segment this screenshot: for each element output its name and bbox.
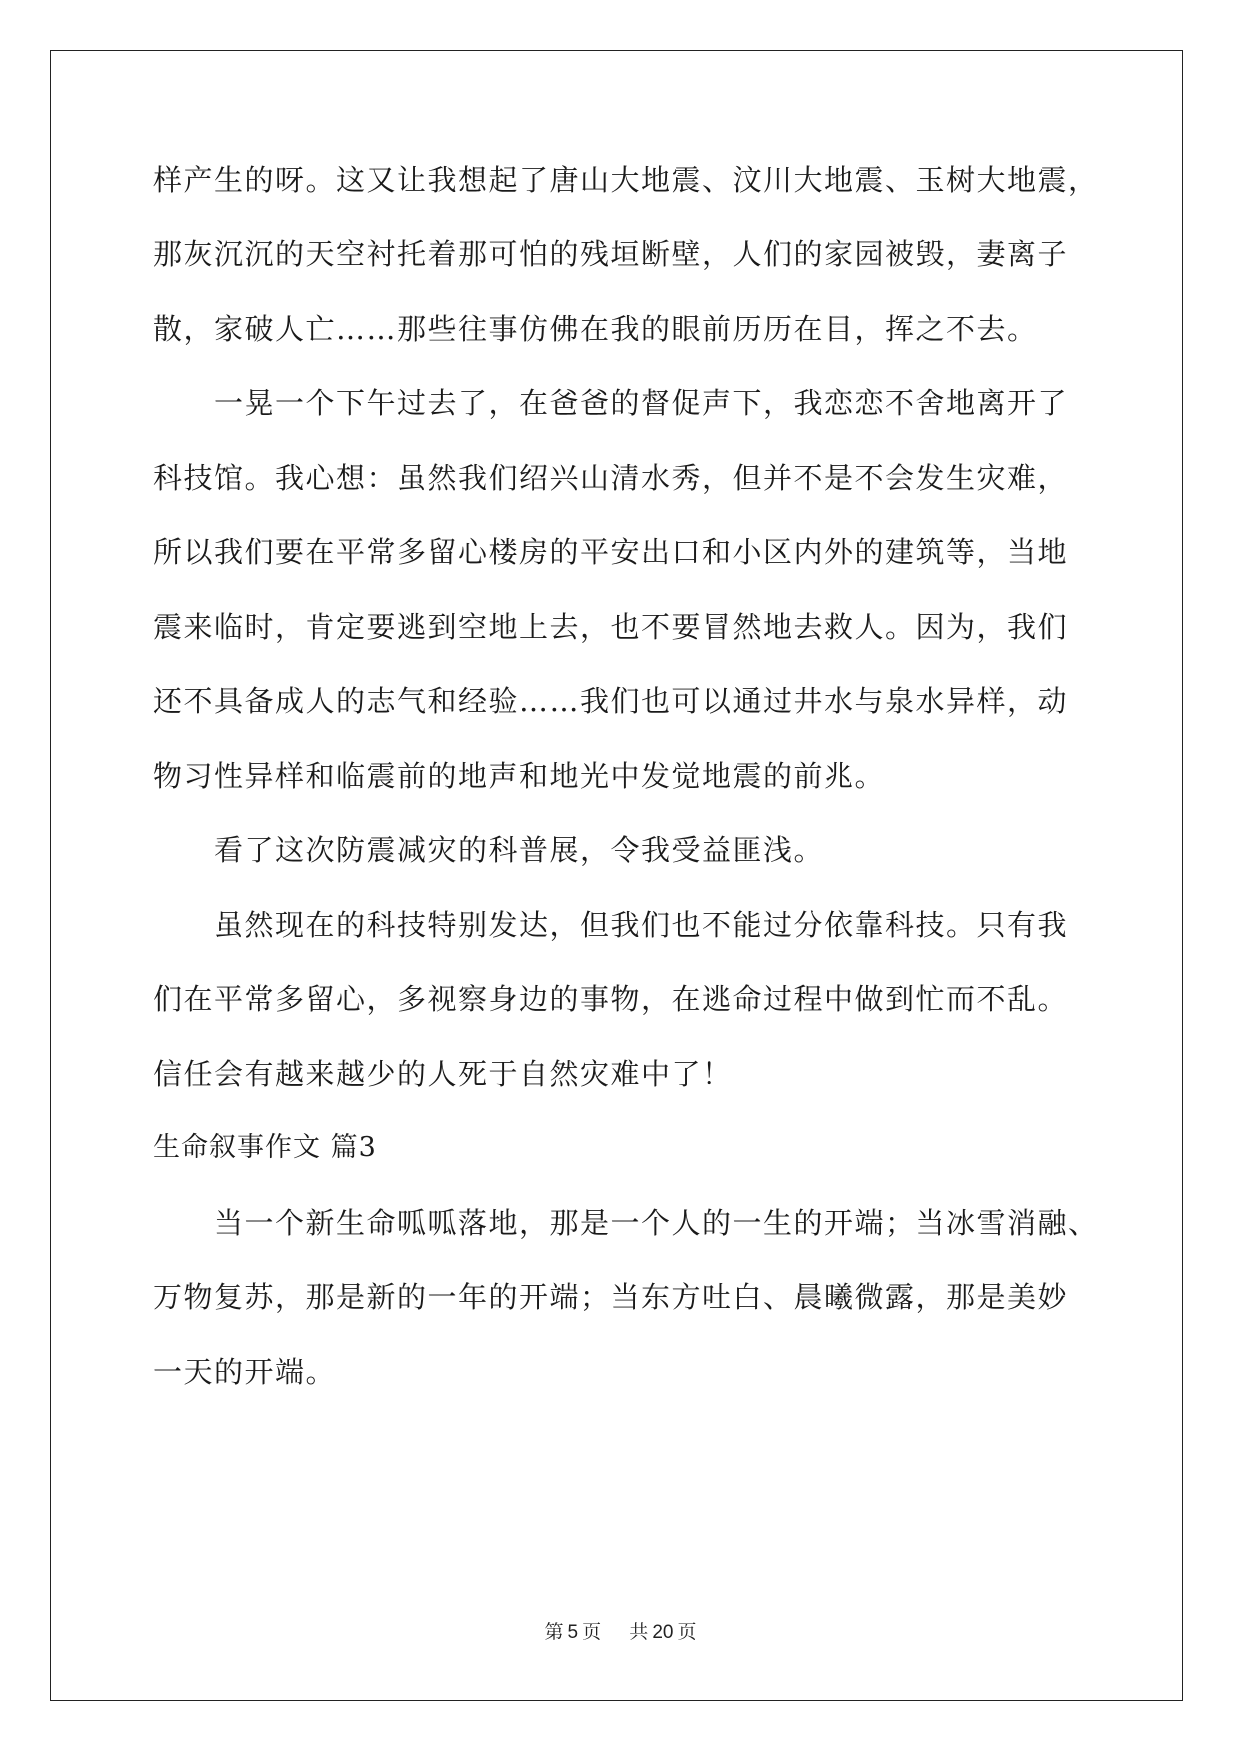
- text-line: 物习性异样和临震前的地声和地光中发觉地震的前兆。: [153, 759, 886, 793]
- text-line: 那灰沉沉的天空衬托着那可怕的残垣断壁，人们的家园被毁，妻离子: [153, 237, 1069, 271]
- text-line: 科技馆。我心想：虽然我们绍兴山清水秀，但并不是不会发生灾难，: [153, 461, 1069, 495]
- text-line: 们在平常多留心，多视察身边的事物，在逃命过程中做到忙而不乱。: [153, 982, 1069, 1016]
- total-pages: 20: [652, 1622, 674, 1643]
- page-suffix: 页: [582, 1621, 602, 1643]
- page-footer: [0, 1620, 1241, 1645]
- text-line: 散，家破人亡……那些往事仿佛在我的眼前历历在目，挥之不去。: [153, 312, 1038, 346]
- text-line: 所以我们要在平常多留心楼房的平安出口和小区内外的建筑等，当地: [153, 535, 1069, 569]
- total-suffix: 页: [677, 1621, 697, 1643]
- text-line: 一天的开端。: [153, 1355, 337, 1389]
- text-line: 还不具备成人的志气和经验……我们也可以通过井水与泉水异样，动: [153, 684, 1069, 718]
- text-line: 样产生的呀。这又让我想起了唐山大地震、汶川大地震、玉树大地震，: [153, 163, 1099, 197]
- section-heading: 生命叙事作文 篇3: [153, 1132, 377, 1163]
- text-line: 震来临时，肯定要逃到空地上去，也不要冒然地去救人。因为，我们: [153, 610, 1069, 644]
- page-number: 5: [567, 1622, 579, 1643]
- paragraph-first-line: 当一个新生命呱呱落地，那是一个人的一生的开端；当冰雪消融、: [214, 1206, 1099, 1240]
- total-prefix: 共: [629, 1621, 649, 1643]
- paragraph-first-line: 看了这次防震减灾的科普展，令我受益匪浅。: [214, 833, 825, 867]
- paragraph-first-line: 虽然现在的科技特别发达，但我们也不能过分依靠科技。只有我: [214, 908, 1069, 942]
- text-line: 信任会有越来越少的人死于自然灾难中了！: [153, 1057, 733, 1091]
- page-prefix: 第: [544, 1621, 564, 1643]
- text-line: 万物复苏，那是新的一年的开端；当东方吐白、晨曦微露，那是美妙: [153, 1280, 1069, 1314]
- paragraph-first-line: 一晃一个下午过去了，在爸爸的督促声下，我恋恋不舍地离开了: [214, 386, 1069, 420]
- page-border: [50, 50, 1183, 1701]
